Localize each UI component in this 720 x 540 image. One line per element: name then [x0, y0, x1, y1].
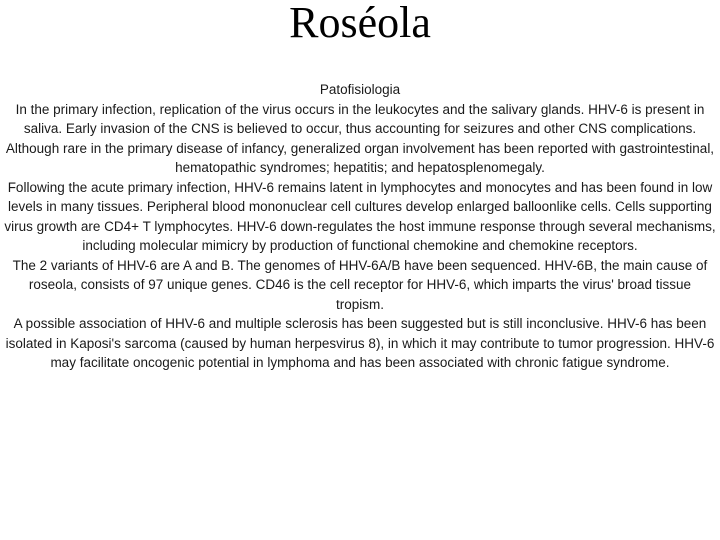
- paragraph-latency: Following the acute primary infection, HHV-6 remains latent in lymphocytes and monocytes and has been found in low levels in many tissues. Peripheral blood mononuclear cell cultures develop enlarged balloonlike cells. Cells supporting virus growth are CD4+ T lymphocytes. HHV-6 down-regulates the host immune response through several mechanisms, including molecular mimicry by production of functional chemokine and chemokine receptors.: [4, 179, 716, 253]
- paragraph-organ-involvement: Although rare in the primary disease of infancy, generalized organ involvement has been reported with gastrointestinal, hematopathic syndromes; hepatitis; and hepatosplenomegaly.: [5, 140, 715, 175]
- paragraph-variants: The 2 variants of HHV-6 are A and B. The genomes of HHV-6A/B have been sequenced. HHV-6B, the main cause of roseola, consists of 97 unique genes. CD46 is the cell receptor for HHV-6, which imparts the virus' broad tissue tropism.: [12, 257, 708, 312]
- paragraph-primary-infection: In the primary infection, replication of the virus occurs in the leukocytes and the salivary glands. HHV-6 is present in saliva. Early invasion of the CNS is believed to occur, thus accounting for seizures and other CNS complications.: [15, 101, 705, 136]
- slide-body: [4, 80, 716, 373]
- paragraph-associations: A possible association of HHV-6 and multiple sclerosis has been suggested but is still inconclusive. HHV-6 has been isolated in Kaposi's sarcoma (caused by human herpesvirus 8), in which it may contribute to tumor progression. HHV-6 may facilitate oncogenic potential in lymphoma and has been associated with chronic fatigue syndrome.: [5, 316, 715, 370]
- slide-title: Roséola: [289, 0, 431, 47]
- section-heading: Patofisiologia: [319, 82, 401, 97]
